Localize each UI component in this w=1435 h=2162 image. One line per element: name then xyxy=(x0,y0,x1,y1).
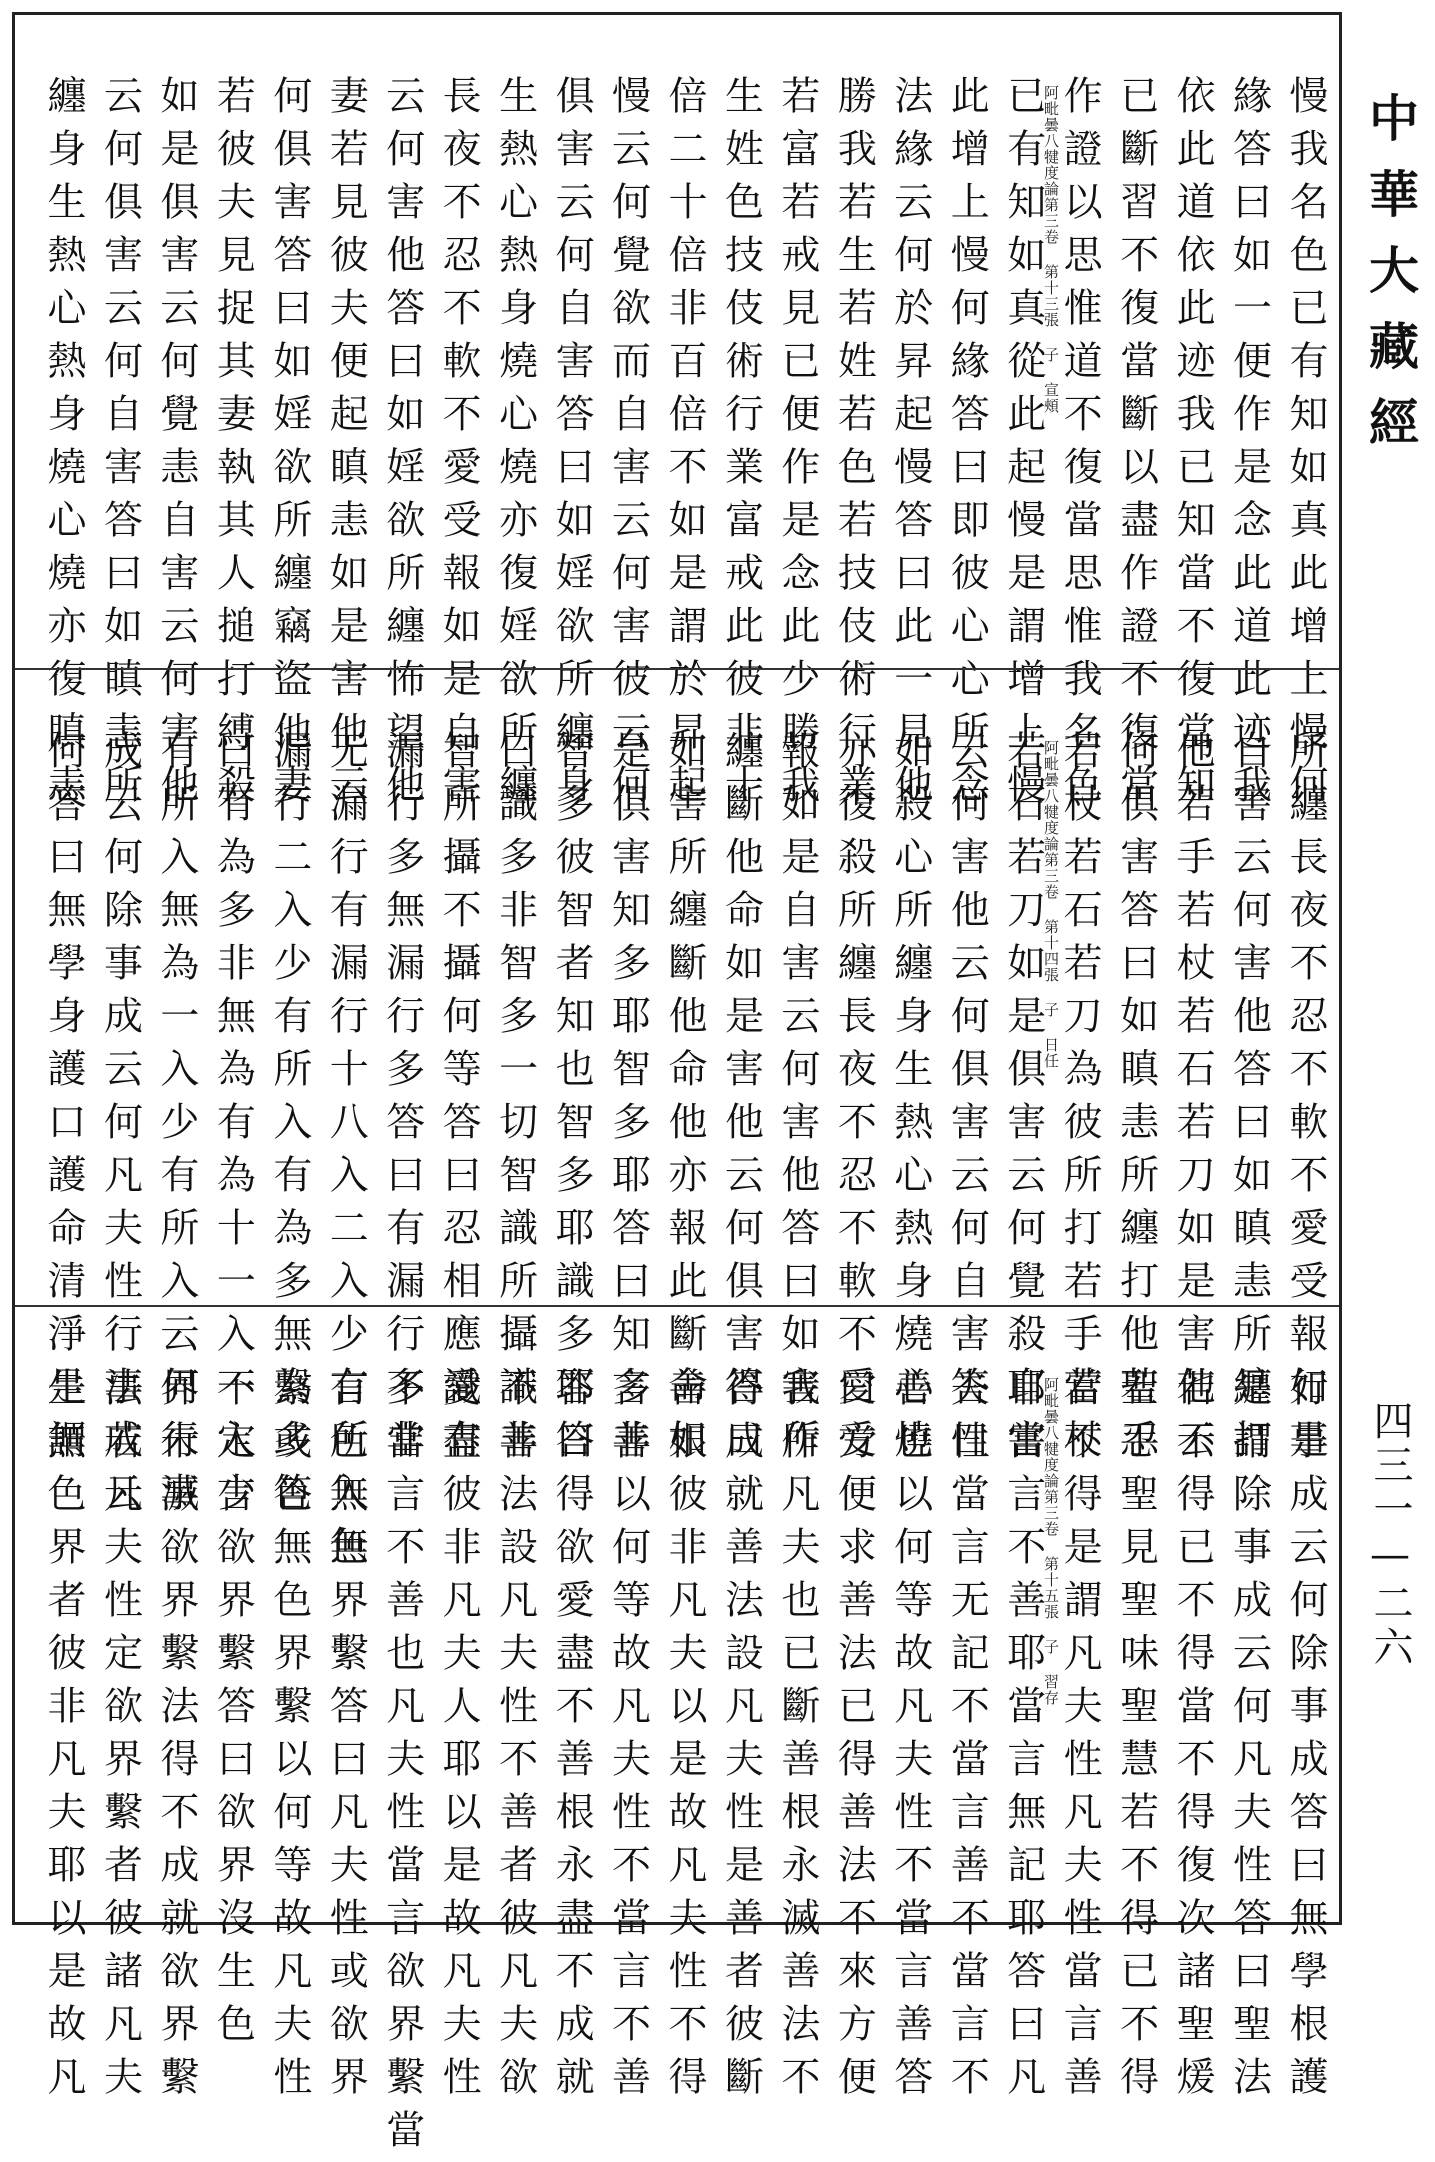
text-column: 智多彼智者知也智多耶識多耶答 xyxy=(549,730,595,1472)
text-column: 若不得已不得當不得復次諸聖煖 xyxy=(1170,1367,1216,2109)
text-column: 他若手若杖若石若刀如是害他云 xyxy=(1170,730,1216,1472)
text-column: 云何俱害云何自害答曰如瞋恚所 xyxy=(97,75,143,817)
panel-2-header: 阿毗曇八犍度論第三卷 第十四張 子 日任 xyxy=(1042,740,1060,1069)
text-column: 繫或色無色界繫以何等故凡夫性 xyxy=(266,1367,312,2109)
text-column: 慢云何覺欲而自害云何害彼云何 xyxy=(605,75,651,817)
text-column: 倍二十倍非百倍不如是謂於昇起 xyxy=(661,75,707,817)
text-column: 如害所纏斷他命他亦報此斷命如 xyxy=(661,730,707,1472)
text-column: 若彼夫見捉其妻執其人搥打縛殺 xyxy=(210,75,256,817)
text-column: 善也以何等故凡夫性不當言善答 xyxy=(887,1367,933,2109)
text-column: 行事成云何除事成答曰無學根護 xyxy=(1282,1367,1328,2109)
text-column: 何俱害答曰如瞋恚所纏打他若手 xyxy=(1113,730,1159,1472)
text-column: 成云何除事成云何凡夫性行事成云 xyxy=(97,730,143,1525)
text-column: 纏斷他命如是害他云何俱害答曰 xyxy=(718,730,764,1472)
panel-1-columns xyxy=(29,75,1328,817)
text-column: 言善以何等故凡夫性不當言不善 xyxy=(605,1367,651,2109)
text-column: 不當言不善也凡夫性當言欲界繫當 xyxy=(379,1367,425,2162)
text-panel-3 xyxy=(15,1305,1339,2162)
panel-1-header: 阿毗曇八犍度論第三卷 第十三張 子 宣頰 xyxy=(1042,85,1060,414)
text-column: 答曰得欲愛盡不善根永盡不成就 xyxy=(549,1367,595,2109)
text-column: 我作凡夫也已斷善根永滅善法不 xyxy=(774,1367,820,2109)
text-column: 若石若刀如是俱害云何覺殺自害 xyxy=(1000,730,1046,1472)
text-column: 妻若見彼夫便起瞋恚如是害他云 xyxy=(323,75,369,817)
text-column: 耶當言不善耶當言無記耶答曰凡 xyxy=(1000,1367,1046,2109)
text-column: 慢我名色已有知如真此增上慢何 xyxy=(1282,75,1328,817)
text-column: 界未滅欲界繫法得不成就欲界繫 xyxy=(153,1367,199,2109)
page-frame xyxy=(12,12,1342,2162)
text-column: 所纏長夜不忍不軟不愛受報如是 xyxy=(1282,730,1328,1472)
text-column: 善根彼非凡夫以是故凡夫性不得 xyxy=(661,1367,707,2109)
text-column: 有所入無為一入少有所入云何行事 xyxy=(153,730,199,1525)
text-panel-1 xyxy=(15,15,1339,817)
text-column: 若杖若石若刀為彼所打若手若杖 xyxy=(1057,730,1103,1472)
text-column: 生無色界者彼非凡夫耶以是故凡 xyxy=(41,1367,86,2109)
text-column: 曰識多非智多一切智識所攝識非 xyxy=(492,730,538,1472)
text-column: 此增上慢何緣答曰即彼心心所念 xyxy=(944,75,990,817)
text-column: 是俱害知多耶智多耶答曰知多非 xyxy=(605,730,651,1472)
text-column: 生姓色技伎術行業富戒此彼非十 xyxy=(718,75,764,817)
text-column: 生熱心熱身燒心燒亦復婬欲所纏 xyxy=(492,75,538,817)
text-column: 夫性當言无記不當言善不當言不 xyxy=(944,1367,990,2109)
text-column: 曰有為多非無為有為十一入一入少 xyxy=(210,730,256,1525)
text-column: 是謂除事成云何凡夫性答曰聖法 xyxy=(1226,1367,1272,2109)
collection-title: 中華大藏經 xyxy=(1361,92,1420,472)
text-column: 俱害云何自害答曰如婬欲所纏身 xyxy=(549,75,595,817)
text-column: 若富若戒見已便作是念此少勝我 xyxy=(774,75,820,817)
text-column: 云何害他答曰如婬欲所纏怖望他 xyxy=(379,75,425,817)
text-column: 不定言欲界繫答曰欲界沒生色 xyxy=(210,1367,256,2056)
text-column: 愛盡彼非凡夫人耶以是故凡夫性 xyxy=(436,1367,482,2109)
text-column: 如殺心所纏身生熱心熱身燒心燒 xyxy=(887,730,933,1472)
text-column: 緣答曰如一便作是念此道此迹我 xyxy=(1226,75,1272,817)
text-column: 已有知如真從此起慢是謂增上慢 xyxy=(1000,75,1046,817)
text-column: 依此道依此迹我已知當不復當知 xyxy=(1170,75,1216,817)
text-column: 言色無色界繫答曰凡夫性或欲界 xyxy=(323,1367,369,2109)
text-column: 長夜不忍不軟不愛受報如是自害 xyxy=(436,75,482,817)
panel-3-header: 阿毗曇八犍度論第三卷 第十五張 子 習存 xyxy=(1042,1377,1060,1706)
text-column: 自害云何害他答曰如瞋恚所纏打 xyxy=(1226,730,1272,1472)
text-column: 漏行二入少有所入有為多無為多答 xyxy=(266,730,312,1525)
panel-3-columns xyxy=(29,1367,1328,2162)
text-column: 云何害他云何俱害云何自害答曰 xyxy=(944,730,990,1472)
text-column: 何答曰無學身護口護命清淨是謂 xyxy=(41,730,86,1472)
text-column: 何俱害答曰如婬欲所纏竊盜他妻 xyxy=(266,75,312,817)
page-number: 四三一—二六 xyxy=(1367,1400,1413,1670)
text-column: 作證以思惟道不復當思惟我名色 xyxy=(1057,75,1103,817)
text-column: 報如是自害云何害他答曰如害所 xyxy=(774,730,820,1472)
text-column: 漏行多無漏行多答曰有漏行多非 xyxy=(379,730,425,1472)
text-column: 不善法設凡夫性不善者彼凡夫欲 xyxy=(492,1367,538,2109)
text-column: 如是俱害云何覺恚自害云何害他 xyxy=(153,75,199,817)
text-column: 已斷習不復當斷以盡作證不復當 xyxy=(1113,75,1159,817)
text-column: 曰方便求善法已得善法不來方便 xyxy=(831,1367,877,2109)
text-column: 纏身生熱心熱身燒心燒亦復瞋恚 xyxy=(41,75,86,817)
text-column: 勝我若生若姓若色若技伎術行業 xyxy=(831,75,877,817)
text-column: 无漏行有漏行十八入二入少有所入無 xyxy=(323,730,369,1578)
text-column: 得成就善法設凡夫性是善者彼斷 xyxy=(718,1367,764,2109)
text-column: 智所攝不攝何等答曰忍相應識有 xyxy=(436,730,482,1472)
text-column: 當不得是謂凡夫性凡夫性當言善 xyxy=(1057,1367,1103,2109)
text-column: 聖忍聖見聖味聖慧若不得已不得 xyxy=(1113,1367,1159,2109)
text-column: 法緣云何於昇起慢答曰此一見他 xyxy=(887,75,933,817)
text-column: 亦復殺所纏長夜不忍不軟不愛受 xyxy=(831,730,877,1472)
text-column: 法若凡夫性定欲界繫者彼諸凡夫 xyxy=(97,1367,143,2109)
